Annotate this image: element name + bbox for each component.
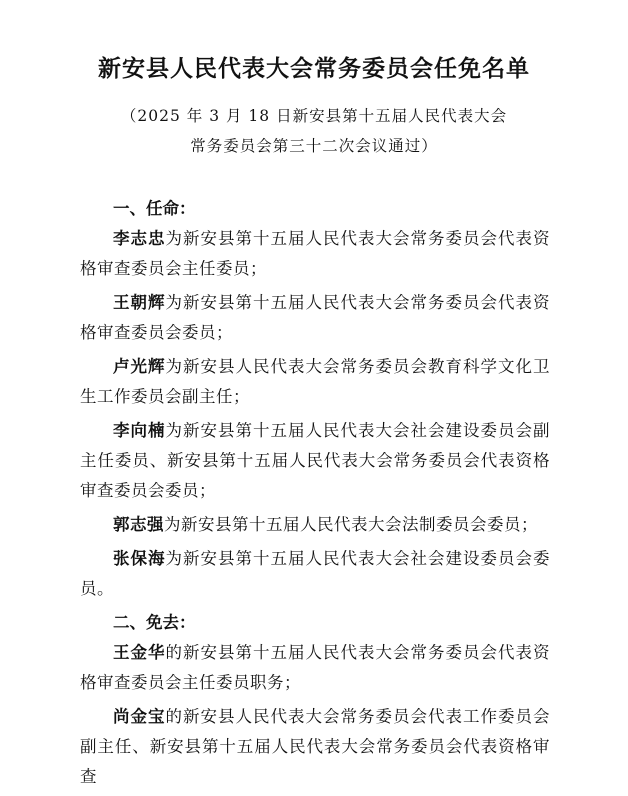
appointment-text: 为新安县第十五届人民代表大会常务委员会代表资格审查委员会主任委员； bbox=[80, 229, 550, 278]
removal-text: 的新安县人民代表大会常务委员会代表工作委员会副主任、新安县第十五届人民代表大会常务委员会代表资格审查 bbox=[80, 707, 550, 786]
appointee-name: 卢光辉 bbox=[113, 357, 166, 376]
document-body bbox=[80, 194, 550, 796]
removal-item bbox=[80, 638, 550, 698]
appointment-item bbox=[80, 224, 550, 284]
appointee-name: 李向楠 bbox=[113, 421, 166, 440]
appointment-item bbox=[80, 416, 550, 506]
appointment-text: 为新安县人民代表大会常务委员会教育科学文化卫生工作委员会副主任； bbox=[80, 357, 550, 406]
appointments-heading: 一、任命： bbox=[113, 199, 196, 218]
removal-item bbox=[80, 702, 550, 792]
removals-heading: 二、免去： bbox=[113, 613, 196, 632]
removed-name: 尚金宝 bbox=[113, 707, 166, 726]
appointment-item bbox=[80, 544, 550, 604]
appointment-item bbox=[80, 510, 550, 540]
appointee-name: 王朝辉 bbox=[113, 293, 166, 312]
appointee-name: 郭志强 bbox=[113, 515, 164, 534]
appointment-text: 为新安县第十五届人民代表大会社会建设委员会委员。 bbox=[80, 549, 550, 598]
appointment-text: 为新安县第十五届人民代表大会社会建设委员会副主任委员、新安县第十五届人民代表大会常务委员会代表资格审查委员会委员； bbox=[80, 421, 550, 500]
appointee-name: 李志忠 bbox=[113, 229, 166, 248]
document-subtitle-line1: （2025 年 3 月 18 日新安县第十五届人民代表大会 bbox=[120, 107, 508, 125]
appointment-item bbox=[80, 288, 550, 348]
document-title: 新安县人民代表大会常务委员会任免名单 bbox=[98, 56, 530, 82]
appointee-name: 张保海 bbox=[113, 549, 166, 568]
appointment-text: 为新安县第十五届人民代表大会常务委员会代表资格审查委员会委员； bbox=[80, 293, 550, 342]
removed-name: 王金华 bbox=[113, 643, 166, 662]
document-subtitle-line2: 常务委员会第三十二次会议通过） bbox=[190, 137, 438, 155]
appointment-text: 为新安县第十五届人民代表大会法制委员会委员； bbox=[164, 515, 538, 534]
appointment-item bbox=[80, 352, 550, 412]
removal-text: 的新安县第十五届人民代表大会常务委员会代表资格审查委员会主任委员职务； bbox=[80, 643, 550, 692]
